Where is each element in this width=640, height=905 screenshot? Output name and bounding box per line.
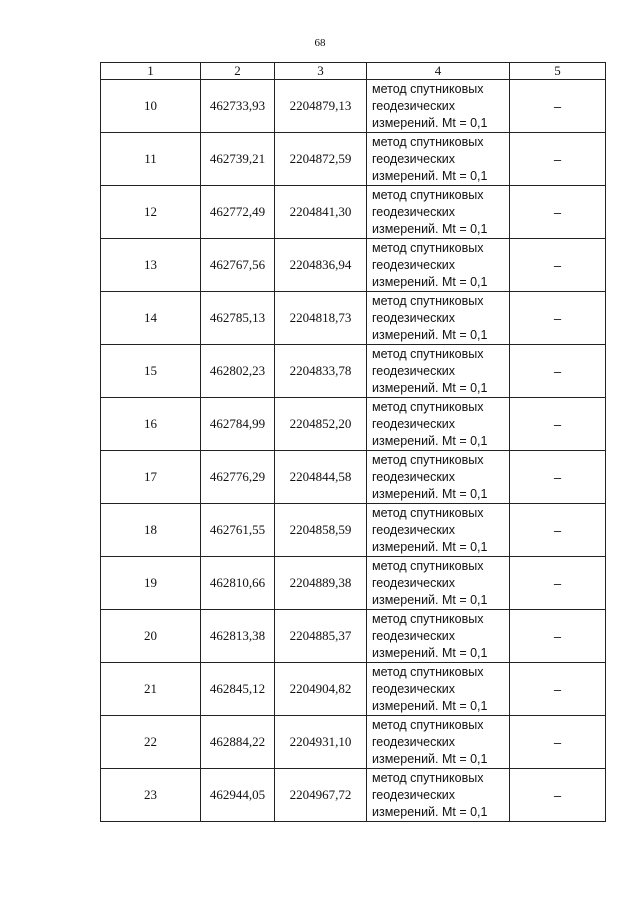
x-coordinate-cell: 462810,66 xyxy=(201,557,275,610)
method-cell xyxy=(367,451,510,504)
table-row xyxy=(101,398,606,451)
method-line: метод спутниковых xyxy=(372,187,484,202)
method-line: измерений. Mt = 0,1 xyxy=(372,168,488,183)
y-coordinate-cell: 2204967,72 xyxy=(275,769,367,822)
note-cell: – xyxy=(510,292,606,345)
method-line: геодезических xyxy=(372,734,456,749)
point-number-cell: 12 xyxy=(101,186,201,239)
table-row xyxy=(101,451,606,504)
method-line: метод спутниковых xyxy=(372,770,484,785)
method-cell xyxy=(367,610,510,663)
x-coordinate-cell: 462772,49 xyxy=(201,186,275,239)
method-cell xyxy=(367,345,510,398)
method-line: геодезических xyxy=(372,628,456,643)
point-number-cell: 21 xyxy=(101,663,201,716)
header-col-3: 3 xyxy=(275,63,367,80)
y-coordinate-cell: 2204879,13 xyxy=(275,80,367,133)
header-col-1: 1 xyxy=(101,63,201,80)
table-row xyxy=(101,716,606,769)
method-line: геодезических xyxy=(372,363,456,378)
method-line: геодезических xyxy=(372,98,456,113)
method-line: измерений. Mt = 0,1 xyxy=(372,486,488,501)
method-cell xyxy=(367,398,510,451)
method-line: геодезических xyxy=(372,787,456,802)
method-line: измерений. Mt = 0,1 xyxy=(372,274,488,289)
table-row xyxy=(101,133,606,186)
method-line: измерений. Mt = 0,1 xyxy=(372,804,488,819)
page-number: 68 xyxy=(314,37,326,49)
method-cell xyxy=(367,292,510,345)
y-coordinate-cell: 2204841,30 xyxy=(275,186,367,239)
note-cell: – xyxy=(510,504,606,557)
method-cell xyxy=(367,133,510,186)
y-coordinate-cell: 2204836,94 xyxy=(275,239,367,292)
method-line: измерений. Mt = 0,1 xyxy=(372,698,488,713)
point-number-cell: 20 xyxy=(101,610,201,663)
header-row xyxy=(101,63,606,80)
method-line: геодезических xyxy=(372,575,456,590)
method-line: метод спутниковых xyxy=(372,558,484,573)
method-line: измерений. Mt = 0,1 xyxy=(372,115,488,130)
method-cell xyxy=(367,769,510,822)
note-cell: – xyxy=(510,557,606,610)
note-cell: – xyxy=(510,133,606,186)
method-line: метод спутниковых xyxy=(372,346,484,361)
table-row xyxy=(101,292,606,345)
table-row xyxy=(101,504,606,557)
y-coordinate-cell: 2204931,10 xyxy=(275,716,367,769)
method-cell xyxy=(367,504,510,557)
method-line: метод спутниковых xyxy=(372,399,484,414)
method-line: геодезических xyxy=(372,469,456,484)
table-row xyxy=(101,557,606,610)
header-col-5: 5 xyxy=(510,63,606,80)
point-number-cell: 14 xyxy=(101,292,201,345)
y-coordinate-cell: 2204889,38 xyxy=(275,557,367,610)
x-coordinate-cell: 462784,99 xyxy=(201,398,275,451)
point-number-cell: 10 xyxy=(101,80,201,133)
table-row xyxy=(101,663,606,716)
x-coordinate-cell: 462733,93 xyxy=(201,80,275,133)
method-line: метод спутниковых xyxy=(372,240,484,255)
method-line: метод спутниковых xyxy=(372,505,484,520)
method-cell xyxy=(367,663,510,716)
header-col-4: 4 xyxy=(367,63,510,80)
point-number-cell: 18 xyxy=(101,504,201,557)
method-line: измерений. Mt = 0,1 xyxy=(372,592,488,607)
header-col-2: 2 xyxy=(201,63,275,80)
y-coordinate-cell: 2204818,73 xyxy=(275,292,367,345)
x-coordinate-cell: 462739,21 xyxy=(201,133,275,186)
method-line: измерений. Mt = 0,1 xyxy=(372,751,488,766)
method-cell xyxy=(367,186,510,239)
y-coordinate-cell: 2204904,82 xyxy=(275,663,367,716)
note-cell: – xyxy=(510,186,606,239)
x-coordinate-cell: 462785,13 xyxy=(201,292,275,345)
method-line: метод спутниковых xyxy=(372,717,484,732)
note-cell: – xyxy=(510,769,606,822)
method-line: метод спутниковых xyxy=(372,81,484,96)
y-coordinate-cell: 2204833,78 xyxy=(275,345,367,398)
point-number-cell: 23 xyxy=(101,769,201,822)
x-coordinate-cell: 462802,23 xyxy=(201,345,275,398)
point-number-cell: 13 xyxy=(101,239,201,292)
y-coordinate-cell: 2204885,37 xyxy=(275,610,367,663)
note-cell: – xyxy=(510,345,606,398)
y-coordinate-cell: 2204844,58 xyxy=(275,451,367,504)
method-line: геодезических xyxy=(372,681,456,696)
method-line: метод спутниковых xyxy=(372,611,484,626)
table-row xyxy=(101,239,606,292)
x-coordinate-cell: 462884,22 xyxy=(201,716,275,769)
coordinates-table xyxy=(100,62,606,822)
method-cell xyxy=(367,239,510,292)
point-number-cell: 16 xyxy=(101,398,201,451)
point-number-cell: 11 xyxy=(101,133,201,186)
y-coordinate-cell: 2204852,20 xyxy=(275,398,367,451)
method-line: измерений. Mt = 0,1 xyxy=(372,539,488,554)
y-coordinate-cell: 2204872,59 xyxy=(275,133,367,186)
method-line: измерений. Mt = 0,1 xyxy=(372,221,488,236)
y-coordinate-cell: 2204858,59 xyxy=(275,504,367,557)
x-coordinate-cell: 462845,12 xyxy=(201,663,275,716)
x-coordinate-cell: 462767,56 xyxy=(201,239,275,292)
note-cell: – xyxy=(510,716,606,769)
method-line: измерений. Mt = 0,1 xyxy=(372,433,488,448)
x-coordinate-cell: 462813,38 xyxy=(201,610,275,663)
table-row xyxy=(101,80,606,133)
point-number-cell: 22 xyxy=(101,716,201,769)
table-row xyxy=(101,345,606,398)
point-number-cell: 19 xyxy=(101,557,201,610)
table-row xyxy=(101,610,606,663)
method-line: геодезических xyxy=(372,257,456,272)
method-line: метод спутниковых xyxy=(372,293,484,308)
method-line: геодезических xyxy=(372,310,456,325)
note-cell: – xyxy=(510,610,606,663)
method-cell xyxy=(367,557,510,610)
table-row xyxy=(101,186,606,239)
note-cell: – xyxy=(510,663,606,716)
method-line: метод спутниковых xyxy=(372,134,484,149)
point-number-cell: 17 xyxy=(101,451,201,504)
note-cell: – xyxy=(510,451,606,504)
x-coordinate-cell: 462944,05 xyxy=(201,769,275,822)
method-cell xyxy=(367,80,510,133)
method-line: геодезических xyxy=(372,204,456,219)
method-line: измерений. Mt = 0,1 xyxy=(372,327,488,342)
note-cell: – xyxy=(510,398,606,451)
note-cell: – xyxy=(510,80,606,133)
method-line: геодезических xyxy=(372,522,456,537)
x-coordinate-cell: 462761,55 xyxy=(201,504,275,557)
method-line: метод спутниковых xyxy=(372,664,484,679)
method-line: метод спутниковых xyxy=(372,452,484,467)
note-cell: – xyxy=(510,239,606,292)
method-line: геодезических xyxy=(372,416,456,431)
x-coordinate-cell: 462776,29 xyxy=(201,451,275,504)
point-number-cell: 15 xyxy=(101,345,201,398)
method-cell xyxy=(367,716,510,769)
method-line: измерений. Mt = 0,1 xyxy=(372,380,488,395)
method-line: геодезических xyxy=(372,151,456,166)
table-row xyxy=(101,769,606,822)
method-line: измерений. Mt = 0,1 xyxy=(372,645,488,660)
